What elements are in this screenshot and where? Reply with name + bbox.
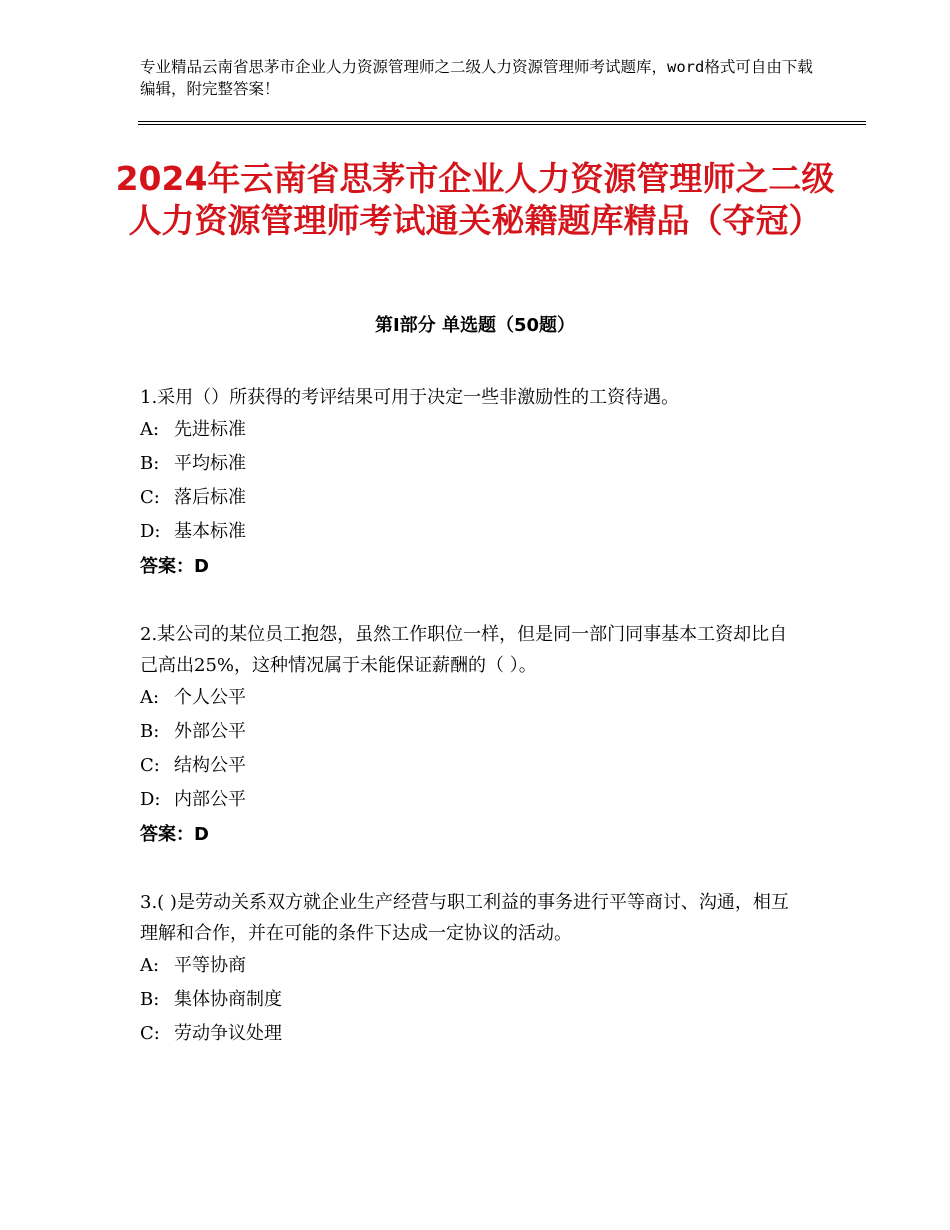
- option-text: 平等协商: [174, 955, 246, 976]
- question-stem: 3.( )是劳动关系双方就企业生产经营与职工利益的事务进行平等商讨、沟通，相互理解和合作，并在可能的条件下达成一定协议的活动。: [140, 892, 789, 944]
- option-letter: B:: [140, 989, 160, 1010]
- option-a: [140, 681, 800, 715]
- option-d: [140, 515, 800, 549]
- question-2: [140, 619, 800, 853]
- question-1: [140, 382, 800, 585]
- question-3: [140, 887, 800, 1051]
- option-text: 结构公平: [174, 755, 246, 776]
- option-letter: C:: [140, 1023, 160, 1044]
- question-stem: 2.某公司的某位员工抱怨，虽然工作职位一样，但是同一部门同事基本工资却比自己高出25%，这种情况属于未能保证薪酬的（ ）。: [140, 624, 788, 676]
- option-b: [140, 715, 800, 749]
- option-text: 内部公平: [174, 789, 246, 810]
- option-text: 个人公平: [174, 687, 246, 708]
- option-text: 落后标准: [174, 487, 246, 508]
- option-text: 先进标准: [174, 419, 246, 440]
- option-text: 集体协商制度: [174, 989, 282, 1010]
- option-letter: C:: [140, 755, 160, 776]
- option-text: 平均标准: [174, 453, 246, 474]
- header-note: 专业精品云南省思茅市企业人力资源管理师之二级人力资源管理师考试题库，word格式可自由下载编辑，附完整答案！: [140, 58, 813, 98]
- option-letter: B:: [140, 453, 160, 474]
- option-letter: D:: [140, 521, 161, 542]
- option-letter: B:: [140, 721, 160, 742]
- option-text: 外部公平: [174, 721, 246, 742]
- option-text: 基本标准: [174, 521, 246, 542]
- option-text: 劳动争议处理: [174, 1023, 282, 1044]
- answer: 答案：D: [140, 556, 209, 577]
- answer: 答案：D: [140, 824, 209, 845]
- option-letter: C:: [140, 487, 160, 508]
- option-d: [140, 783, 800, 817]
- option-c: [140, 1017, 800, 1051]
- option-b: [140, 983, 800, 1017]
- option-c: [140, 481, 800, 515]
- option-letter: A:: [140, 687, 160, 708]
- option-letter: D:: [140, 789, 161, 810]
- document-title: 2024年云南省思茅市企业人力资源管理师之二级人力资源管理师考试通关秘籍题库精品（夺冠）: [115, 159, 835, 240]
- option-a: [140, 413, 800, 447]
- option-a: [140, 949, 800, 983]
- option-b: [140, 447, 800, 481]
- section-title: 第Ⅰ部分 单选题（50题）: [374, 315, 575, 336]
- option-letter: A:: [140, 419, 160, 440]
- option-c: [140, 749, 800, 783]
- header-divider: [138, 121, 866, 125]
- question-list: [140, 382, 800, 1085]
- question-stem: 1.采用（）所获得的考评结果可用于决定一些非激励性的工资待遇。: [140, 387, 680, 408]
- option-letter: A:: [140, 955, 160, 976]
